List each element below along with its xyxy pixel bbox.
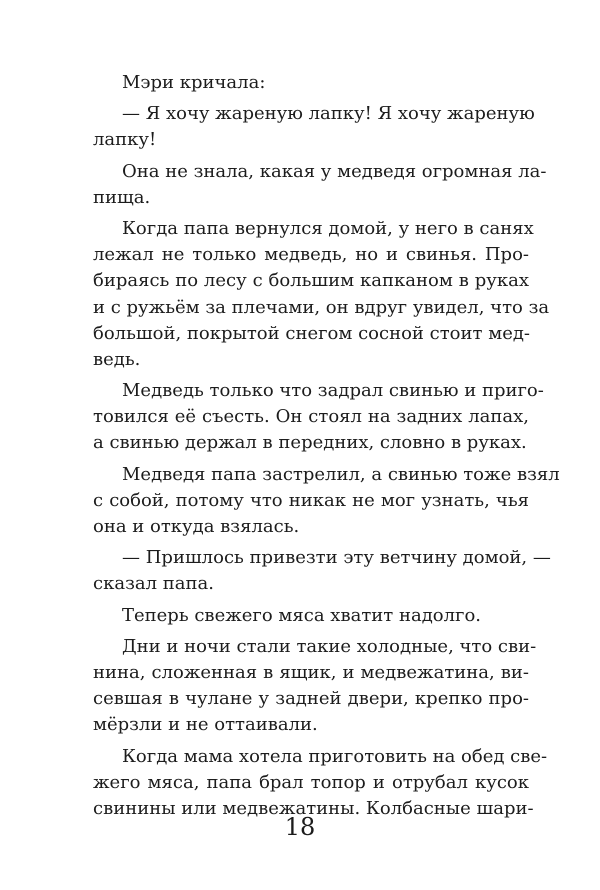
text-line: а свинью держал в передних, словно в руках. bbox=[93, 432, 527, 454]
text-line: нина, сложенная в ящик, и медвежатина, ви- bbox=[93, 661, 529, 683]
text-line: севшая в чулане у задней двери, крепко про- bbox=[93, 688, 529, 710]
text-line: с собой, потому что никак не мог узнать, чья bbox=[93, 489, 529, 511]
text-line: свинины или медвежатины. Колбасные шари- bbox=[93, 797, 534, 819]
paragraph bbox=[93, 216, 550, 373]
text-line: Она не знала, какая у медведя огромная ла- bbox=[122, 160, 547, 182]
text-line: большой, покрытой снегом сосной стоит мед- bbox=[93, 322, 531, 344]
paragraph bbox=[93, 159, 547, 211]
text-line: Мэри кричала: bbox=[122, 72, 266, 93]
text-line: Дни и ночи стали такие холодные, что сви- bbox=[122, 635, 537, 657]
paragraph bbox=[93, 70, 529, 96]
text-line: бираясь по лесу с большим капканом в руках bbox=[93, 270, 529, 292]
text-line: лапку! bbox=[93, 129, 157, 151]
text-line: — Пришлось привезти эту ветчину домой, — bbox=[122, 547, 551, 569]
text-line: — Я хочу жареную лапку! Я хочу жареную bbox=[122, 103, 535, 125]
paragraph bbox=[93, 744, 548, 823]
body-text bbox=[93, 70, 560, 822]
text-line: товился её съесть. Он стоял на задних лапах, bbox=[93, 406, 529, 428]
paragraph bbox=[93, 378, 544, 457]
page-number: 18 bbox=[284, 813, 316, 841]
text-line: сказал папа. bbox=[93, 573, 214, 595]
text-line: лежал не только медведь, но и свинья. Про- bbox=[93, 244, 529, 266]
paragraph bbox=[93, 462, 560, 541]
paragraph bbox=[93, 101, 535, 153]
paragraph bbox=[93, 545, 551, 597]
text-line: Медведя папа застрелил, а свинью тоже взял bbox=[122, 463, 560, 485]
text-line: Медведь только что задрал свинью и приго- bbox=[122, 380, 544, 402]
text-line: Когда папа вернулся домой, у него в санях bbox=[122, 217, 534, 239]
text-line: пища. bbox=[93, 186, 151, 208]
paragraph bbox=[93, 634, 537, 739]
text-line: ведь. bbox=[93, 348, 141, 370]
text-line: она и откуда взялась. bbox=[93, 516, 300, 537]
text-line: мёрзли и не оттаивали. bbox=[93, 714, 318, 736]
text-line: Когда мама хотела приготовить на обед све- bbox=[122, 745, 548, 767]
text-line: жего мяса, папа брал топор и отрубал кусок bbox=[93, 771, 529, 793]
text-line: и с ружьём за плечами, он вдруг увидел, что за bbox=[93, 296, 550, 318]
text-line: Теперь свежего мяса хватит надолго. bbox=[122, 604, 482, 626]
paragraph bbox=[93, 603, 529, 629]
